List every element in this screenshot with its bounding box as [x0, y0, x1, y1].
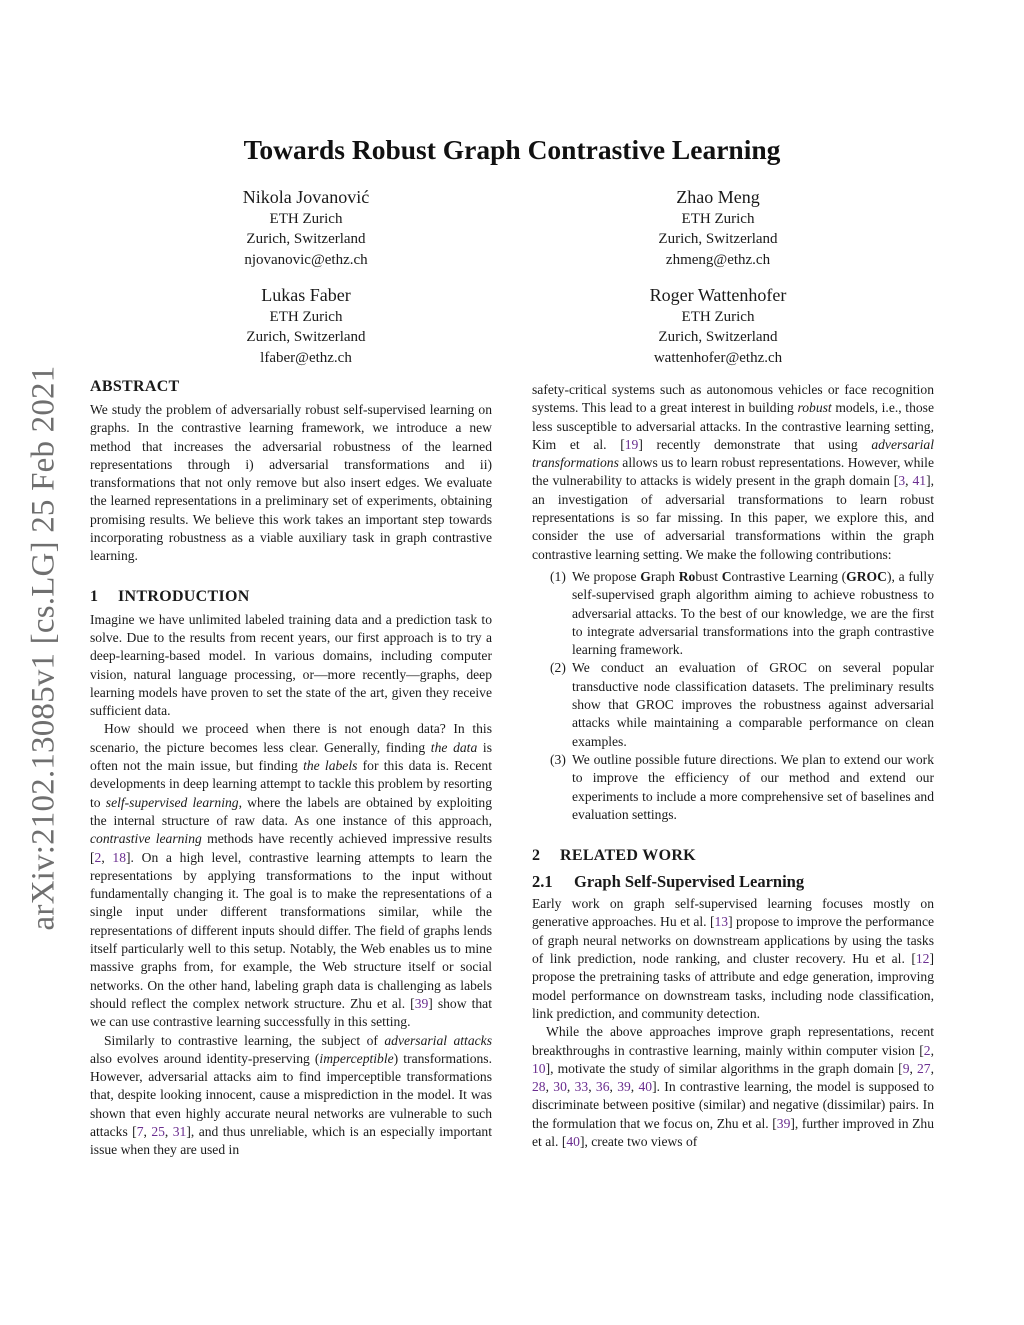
citation-link[interactable]: 31 — [172, 1123, 187, 1139]
author-email: zhmeng@ethz.ch — [665, 251, 771, 268]
paper-title: Towards Robust Graph Contrastive Learning — [243, 134, 781, 165]
author-block — [568, 186, 868, 270]
intro-paragraph-1: Imagine we have unlimited labeled training data and a prediction task to solve. Due to the results from recent years, our first approach is to try a deep-learning-based model. In various domains, including computer vision, natural language processing, or—more recently—graphs, deep learning models have proven to set the state of the art, given they receive sufficient data. — [90, 611, 492, 719]
related-paragraph-2: While the above approaches improve graph representations, recent breakthroughs in contrastive learning, mainly within computer vision [2, 10], motivate the study of similar algorithms in the graph domain [9, 27, 28, 30, 33, 36, 39, 40]. In contrastive learning, the model is supposed to discriminate between positive (similar) and negative (dissimilar) pairs. In the formulation that we focus on, Zhu et al. [39], further improved in Zhu et al. [40], create two views of — [532, 1024, 935, 1149]
author-name: Zhao Meng — [676, 187, 760, 207]
citation-link[interactable]: 13 — [714, 914, 729, 930]
abstract-heading: ABSTRACT — [90, 378, 180, 395]
right-column — [532, 381, 934, 1151]
list-item: (2) We conduct an evaluation of GROC on several popular transductive node classification datasets. The preliminary results show that GROC improves the robustness against adversarial attacks while maintaining a comparable performance on clean examples. — [550, 660, 934, 749]
author-name: Lukas Faber — [261, 285, 351, 305]
citation-link[interactable]: 10 — [532, 1060, 546, 1076]
subsection-title: Graph Self-Supervised Learning — [574, 872, 805, 892]
citation-link[interactable]: 40 — [566, 1133, 580, 1149]
author-block — [156, 186, 456, 270]
citation-link[interactable]: 40 — [638, 1079, 653, 1095]
section-number: 1 — [90, 587, 99, 605]
intro-paragraph-3: Similarly to contrastive learning, the subject of adversarial attacks also evolves around identity-preserving (imperceptible) transformations. However, adversarial attacks aim to find imperceptible transformations that, despite looking innocent, cause a misprediction in the model. It was shown that even highly accurate neural networks are vulnerable to such attacks [7, 25, 31], and thus unreliable, which is an especially important issue when they are used in — [90, 1032, 493, 1158]
citation-link[interactable]: 25 — [151, 1123, 165, 1139]
citation-link[interactable]: 28 — [532, 1079, 546, 1095]
author-affiliation: ETH Zurich — [269, 309, 343, 325]
section-title: INTRODUCTION — [118, 587, 250, 605]
author-affiliation: ETH Zurich — [681, 211, 755, 227]
left-column — [90, 376, 492, 1160]
citation-link[interactable]: 39 — [617, 1079, 631, 1095]
citation-link[interactable]: 12 — [915, 951, 930, 967]
section-number: 2 — [532, 847, 541, 865]
author-affiliation: ETH Zurich — [269, 211, 343, 227]
section-heading-related-work — [532, 845, 934, 867]
subsection-heading — [532, 871, 934, 893]
citation-link[interactable]: 30 — [553, 1079, 567, 1095]
author-email: lfaber@ethz.ch — [260, 349, 352, 366]
author-location: Zurich, Switzerland — [658, 231, 778, 248]
citation-link[interactable]: 19 — [624, 436, 639, 452]
citation-link[interactable]: 39 — [414, 995, 429, 1011]
author-name: Nikola Jovanović — [242, 187, 370, 207]
citation-link[interactable]: 7 — [136, 1123, 144, 1139]
related-paragraph-1: Early work on graph self-supervised learning focuses mostly on generative approaches. Hu et al. [13] propose to improve the performance of graph neural networks on downstream applications by using the tasks of link prediction, node ranking, and cluster recovery. Hu et al. [12] propose the pretraining tasks of attribute and edge generation, improving model performance on downstream tasks, including node classification, link prediction, and community detection. — [532, 896, 935, 1021]
citation-link[interactable]: 27 — [917, 1060, 931, 1076]
author-location: Zurich, Switzerland — [246, 329, 366, 346]
arxiv-identifier — [25, 356, 62, 940]
citation-link[interactable]: 2 — [923, 1042, 931, 1058]
author-email: njovanovic@ethz.ch — [244, 251, 368, 268]
citation-link[interactable]: 18 — [112, 849, 127, 865]
author-affiliation: ETH Zurich — [681, 309, 755, 325]
list-item: (3) We outline possible future directions. We plan to extend our work to improve the efficiency of our method and extend our experiments to include a more comprehensive set of baselines and evaluation settings. — [550, 751, 934, 822]
citation-link[interactable]: 36 — [595, 1079, 610, 1095]
arxiv-id-text: arXiv:2102.13085v1 [cs.LG] 25 Feb 2021 — [25, 365, 62, 931]
author-block — [156, 284, 456, 368]
citation-link[interactable]: 41 — [912, 473, 927, 489]
author-email: wattenhofer@ethz.ch — [653, 349, 783, 366]
author-block — [568, 284, 868, 368]
section-heading-introduction — [90, 586, 492, 608]
section-title: RELATED WORK — [560, 847, 696, 865]
intro-paragraph-4: safety-critical systems such as autonomous vehicles or face recognition systems. This lead to a great interest in building robust models, i.e., those less susceptible to adversarial attacks. In the contrastive learning setting, Kim et al. [19] recently demonstrate that using adversarial transformations allows us to learn robust representations. However, while the vulnerability to attacks is widely present in the graph domain [3, 41], an investigation of adversarial transformations to learn robust representations is so far missing. In this paper, we explore this, and consider the use of adversarial transformations within the graph contrastive learning setting. We make the following contributions: — [532, 382, 934, 562]
author-location: Zurich, Switzerland — [658, 329, 778, 346]
list-item: (1) We propose Graph Robust Contrastive Learning (GROC), a fully self-supervised graph algorithm aiming to achieve robustness to adversarial attacks. To the best of our knowledge, we are the first to integrate adversarial transformations into the graph contrastive learning framework. — [550, 568, 934, 658]
citation-link[interactable]: 9 — [902, 1060, 910, 1076]
citation-link[interactable]: 3 — [898, 473, 906, 489]
subsection-number: 2.1 — [532, 872, 553, 892]
citation-link[interactable]: 39 — [776, 1115, 791, 1131]
citation-link[interactable]: 33 — [574, 1079, 589, 1095]
author-location: Zurich, Switzerland — [246, 231, 366, 248]
intro-paragraph-2: How should we proceed when there is not enough data? In this scenario, the picture becomes less clear. Generally, finding the data is often not the main issue, but finding the labels for this data is. Recent developments in deep learning attempt to tackle this problem by resorting to self-supervised learning, where the labels are obtained by exploiting the internal structure of raw data. As one instance of this approach, contrastive learning methods have recently achieved impressive results [2, 18]. On a high level, contrastive learning attempts to learn the representations by applying transformations to the input without fundamentally changing it. The goal is to make the representations of a single input under different transformations similar, while the representations of different inputs should differ. The field of graphs lends itself particularly well to this setup. Notably, the Web enables us to mine massive graphs from, for example, the Web structure itself or social networks. On the other hand, labeling graph data is challenging as labels should reflect the complex network structure. Zhu et al. [39] show that we can use contrastive learning successfully in this setting. — [90, 721, 493, 1030]
contributions-list — [532, 568, 934, 824]
abstract-text: We study the problem of adversarially robust self-supervised learning on graphs. In the contrastive learning framework, we introduce a new method that increases the adversarial robustness of the learned representations through i) adversarial transformations and ii) transformations that not only remove but also insert edges. We evaluate the learned representations in a preliminary set of experiments, obtaining promising results. We believe this work takes an important step towards incorporating robustness as a viable auxiliary task in graph contrastive learning. — [90, 402, 492, 564]
citation-link[interactable]: 2 — [94, 849, 102, 865]
author-name: Roger Wattenhofer — [649, 285, 787, 305]
